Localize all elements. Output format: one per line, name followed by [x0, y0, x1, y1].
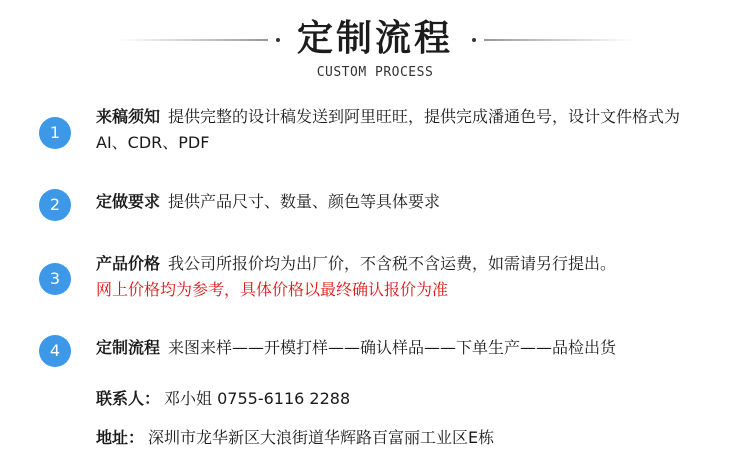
contact-address-label: 地址：	[96, 428, 145, 447]
section-subtitle: CUSTOM PROCESS	[316, 65, 434, 80]
section-title: 定制流程	[296, 18, 453, 59]
step-number-badge: 1	[39, 117, 71, 149]
step-text	[96, 189, 696, 215]
section-header	[0, 0, 750, 90]
step-text	[96, 335, 696, 361]
step-label: 产品价格	[96, 254, 161, 273]
step-label: 定做要求	[96, 192, 161, 211]
step-description: 提供完整的设计稿发送到阿里旺旺，提供完成潘通色号，设计文件格式为AI、CDR、PDF	[96, 107, 681, 152]
step-description: 提供产品尺寸、数量、颜色等具体要求	[168, 192, 441, 211]
step-number-badge: 3	[39, 263, 71, 295]
contact-person-value: 邓小姐 0755-6116 2288	[164, 389, 351, 408]
step-label: 定制流程	[96, 338, 161, 357]
contact-person-label: 联系人：	[96, 389, 161, 408]
step-number-badge: 2	[39, 189, 71, 221]
step-text	[96, 104, 696, 156]
contact-address-value: 深圳市龙华新区大浪街道华辉路百富丽工业区E栋	[148, 428, 495, 447]
contact-address	[96, 425, 494, 451]
step-number-badge: 4	[39, 335, 71, 367]
price-note: 网上价格均为参考，具体价格以最终确认报价为准	[96, 280, 449, 299]
contact-person	[96, 386, 350, 412]
header-divider-right	[484, 39, 634, 41]
step-description: 我公司所报价均为出厂价，不含税不含运费，如需请另行提出。	[168, 254, 617, 273]
step-label: 来稿须知	[96, 107, 161, 126]
header-dot-right	[472, 38, 476, 42]
step-description: 来图来样——开模打样——确认样品——下单生产——品检出货	[168, 338, 617, 357]
step-text	[96, 251, 696, 303]
